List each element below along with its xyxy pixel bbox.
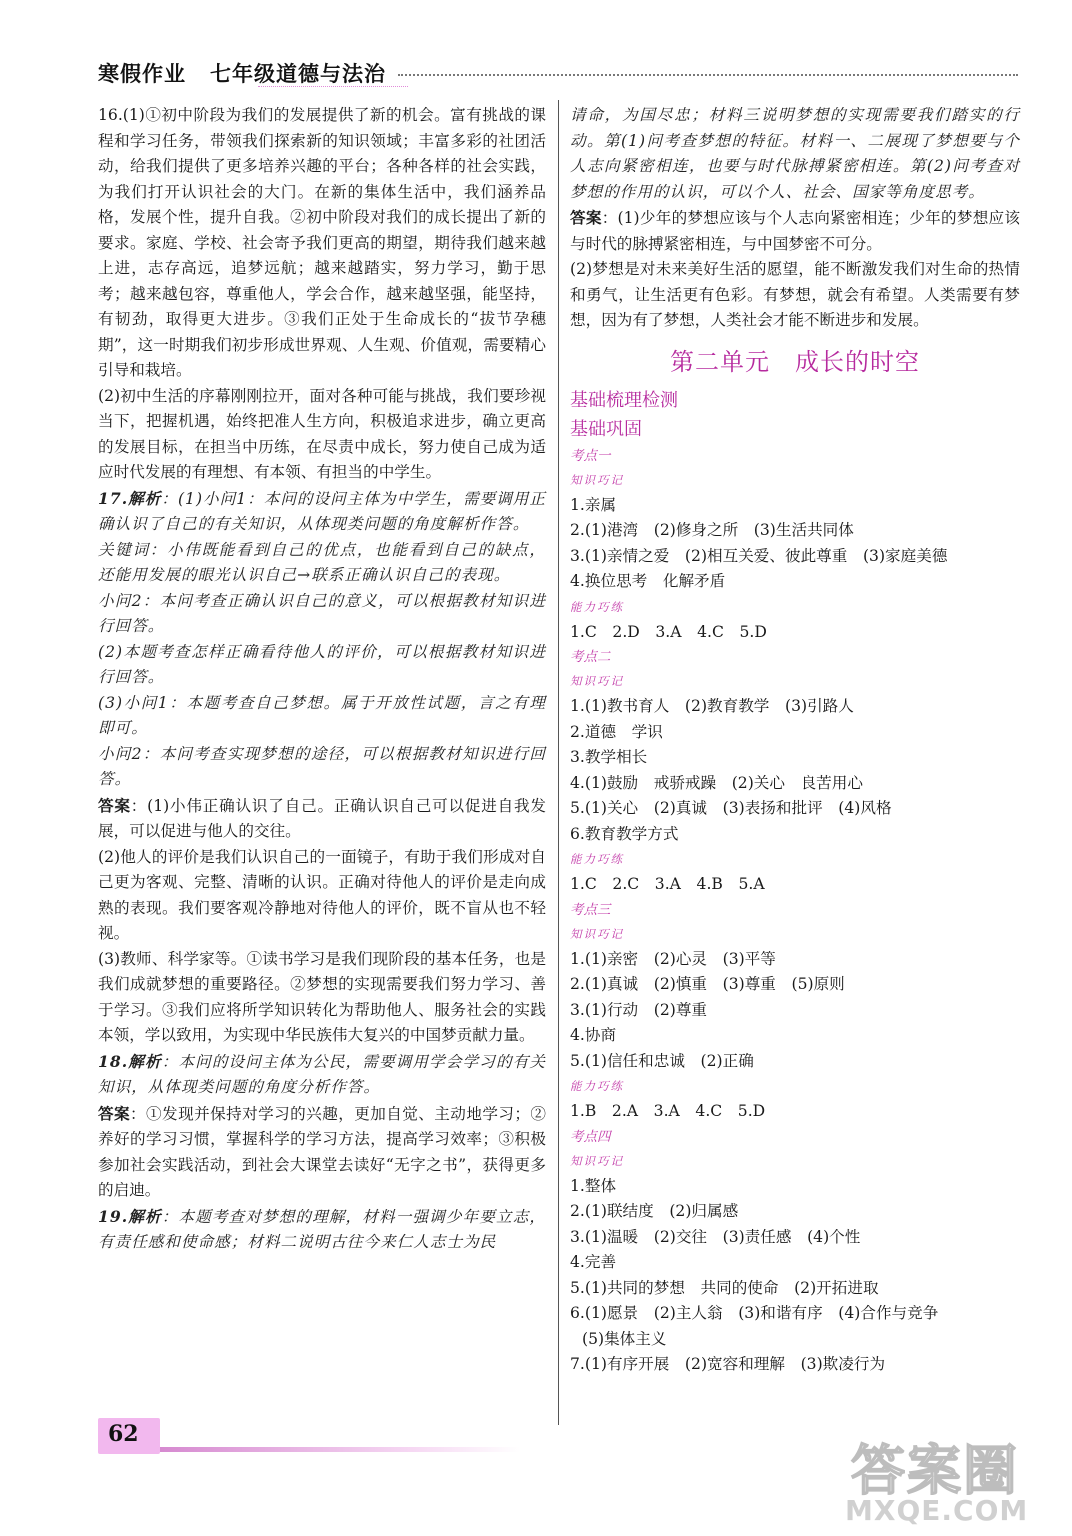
answer-paragraph xyxy=(98,640,546,691)
header-dotted-rule xyxy=(398,74,1018,76)
knowledge-tag: 知识巧记 xyxy=(570,674,624,688)
paragraph-text: 关键词：小伟既能看到自己的优点，也能看到自己的缺点，还能用发展的眼光认识自己→联系正确认识自己的表现。 xyxy=(98,540,546,584)
answer-paragraph xyxy=(98,103,546,384)
unit-title: 第二单元 成长的时空 xyxy=(670,347,920,376)
answer-paragraph xyxy=(98,589,546,640)
knowledge-line: 5.(1)信任和忠诚 (2)正确 xyxy=(570,1051,754,1070)
paragraph-lead: 19.解析 xyxy=(98,1206,162,1226)
answer-paragraph xyxy=(570,257,1020,334)
knowledge-line: 2.(1)港湾 (2)修身之所 (3)生活共同体 xyxy=(570,521,854,539)
answer-paragraph xyxy=(98,793,546,845)
answer-paragraph xyxy=(98,1049,546,1101)
paragraph-text: (3)教师、科学家等。①读书学习是我们现阶段的基本任务，也是我们成就梦想的重要路径。②梦想的实现需要我们努力学习、善于学习。③我们应将所学知识转化为帮助他人、服务社会的实践本领，学以致用，为实现中华民族伟大复兴的中国梦贡献力量。 xyxy=(98,949,546,1044)
paragraph-text: (2)本题考查怎样正确看待他人的评价，可以根据教材知识进行回答。 xyxy=(98,642,546,686)
answer-paragraph xyxy=(98,691,546,742)
paragraph-lead: 17.解析 xyxy=(98,488,162,508)
knowledge-line: 1.(1)教书育人 (2)教育教学 (3)引路人 xyxy=(570,697,854,715)
watermark-url: MXQE.COM xyxy=(845,1494,1029,1527)
header-title-right: 七年级道德与法治 xyxy=(210,62,386,86)
header-pink-rule xyxy=(258,86,408,87)
kaodian-title: 考点一 xyxy=(570,447,611,464)
paragraph-text: (2)初中生活的序幕刚刚拉开，面对各种可能与挑战，我们要珍视当下，把握机遇，始终把准人生方向，积极追求进步，确立更高的发展目标，在担当中历练，在尽责中成长，努力使自己成为适应时代发展的有理想、有本领、有担当的中学生。 xyxy=(98,386,546,481)
knowledge-line: 3.教学相长 xyxy=(570,748,648,766)
kaodian-block xyxy=(570,898,1020,1125)
header-title-left: 寒假作业 xyxy=(98,62,186,86)
practice-answers: 1.B 2.A 3.A 4.C 5.D xyxy=(570,1102,766,1120)
paragraph-lead: 答案 xyxy=(98,1103,131,1123)
kaodian-block xyxy=(570,645,1020,898)
practice-tag: 能力巧练 xyxy=(570,599,624,614)
knowledge-line: 1.(1)亲密 (2)心灵 (3)平等 xyxy=(570,949,776,968)
right-column-answers xyxy=(570,103,1020,334)
page-number: 62 xyxy=(108,1421,139,1447)
knowledge-line: 6.教育教学方式 xyxy=(570,824,679,843)
page-header xyxy=(98,58,1018,88)
answer-paragraph xyxy=(98,742,546,793)
practice-answers: 1.C 2.C 3.A 4.B 5.A xyxy=(570,875,765,893)
paragraph-text: 16.(1)①初中阶段为我们的发展提供了新的机会。富有挑战的课程和学习任务，带领我们探索新的知识领域；丰富多彩的社团活动，给我们提供了更多培养兴趣的平台；各种各样的社会实践，为我们打开认识社会的大门。在新的集体生活中，我们涵养品格，发展个性，提升自我。②初中阶段对我们的成长提出了新的要求。家庭、学校、社会寄予我们更高的期望，期待我们越来越上进，志存高远，追梦远航；越来越踏实，努力学习，勤于思考；越来越包容，尊重他人，学会合作，越来越坚强，能坚持，有韧劲，取得更大进步。③我们正处于生命成长的“拔节孕穗期”，这一时期我们初步形成世界观、人生观、价值观，需要精心引导和栽培。 xyxy=(98,106,546,379)
knowledge-line: (5)集体主义 xyxy=(582,1329,667,1348)
footer-gradient-bar xyxy=(160,1447,520,1452)
kaodian-title: 考点二 xyxy=(570,649,611,665)
knowledge-line: 3.(1)行动 (2)尊重 xyxy=(570,1000,708,1019)
knowledge-line: 4.换位思考 化解矛盾 xyxy=(570,572,726,590)
paragraph-text: ：(1)小伟正确认识了自己。正确认识自己可以促进自我发展，可以促进与他人的交往。 xyxy=(98,796,546,840)
kaodian-block xyxy=(570,1125,1020,1378)
knowledge-line: 5.(1)关心 (2)真诚 (3)表扬和批评 (4)风格 xyxy=(570,799,892,817)
section-title-basic-review: 基础梳理检测 xyxy=(570,389,678,411)
knowledge-line: 1.亲属 xyxy=(570,495,617,514)
page-number-badge xyxy=(98,1418,160,1454)
knowledge-line: 2.(1)联结度 (2)归属感 xyxy=(570,1202,739,1220)
knowledge-line: 7.(1)有序开展 (2)宽容和理解 (3)欺凌行为 xyxy=(570,1355,886,1373)
knowledge-tag: 知识巧记 xyxy=(570,1153,624,1168)
knowledge-line: 4.完善 xyxy=(570,1253,617,1271)
kaodian-block xyxy=(570,444,1020,646)
answer-paragraph xyxy=(98,384,546,486)
answer-paragraph xyxy=(98,486,546,538)
answer-paragraph xyxy=(98,538,546,589)
kaodian-title: 考点四 xyxy=(570,1128,611,1145)
knowledge-tag: 知识巧记 xyxy=(570,472,624,487)
answer-paragraph xyxy=(98,1101,546,1204)
header-title xyxy=(98,58,386,88)
section-title-consolidation: 基础巩固 xyxy=(570,418,642,440)
knowledge-line: 2.道德 学识 xyxy=(570,722,663,741)
right-column xyxy=(570,103,1020,1378)
practice-tag: 能力巧练 xyxy=(570,1079,624,1093)
paragraph-text: (2)梦想是对未来美好生活的愿望，能不断激发我们对生命的热情和勇气，让生活更有色彩。有梦想，就会有希望。人类需要有梦想，因为有了梦想，人类社会才能不断进步和发展。 xyxy=(570,260,1020,329)
knowledge-line: 4.(1)鼓励 戒骄戒躁 (2)关心 良苦用心 xyxy=(570,773,863,792)
paragraph-text: 小问2：本问考查实现梦想的途径，可以根据教材知识进行回答。 xyxy=(98,744,546,788)
paragraph-text: ：(1)少年的梦想应该与个人志向紧密相连；少年的梦想应该与时代的脉搏紧密相连，与中国梦密不可分。 xyxy=(570,209,1020,253)
answer-paragraph xyxy=(98,845,546,947)
knowledge-line: 6.(1)愿景 (2)主人翁 (3)和谐有序 (4)合作与竞争 xyxy=(570,1304,939,1322)
paragraph-text: ：本问的设问主体为公民，需要调用学会学习的有关知识，从体现类问题的角度分析作答。 xyxy=(98,1052,546,1096)
paragraph-text: ：①发现并保持对学习的兴趣，更加自觉、主动地学习；②养好的学习习惯，掌握科学的学习方法，提高学习效率；③积极参加社会实践活动，到社会大课堂去读好“无字之书”，获得更多的启迪。 xyxy=(98,1104,546,1199)
knowledge-line: 1.整体 xyxy=(570,1176,617,1195)
column-divider xyxy=(558,100,559,1425)
paragraph-lead: 答案 xyxy=(570,208,602,227)
knowledge-line: 3.(1)亲情之爱 (2)相互关爱、彼此尊重 (3)家庭美德 xyxy=(570,546,948,565)
paragraph-text: 小问2：本问考查正确认识自己的意义，可以根据教材知识进行回答。 xyxy=(98,591,546,635)
knowledge-line: 2.(1)真诚 (2)慎重 (3)尊重 (5)原则 xyxy=(570,975,845,993)
knowledge-tag: 知识巧记 xyxy=(570,926,624,941)
knowledge-line: 3.(1)温暖 (2)交往 (3)责任感 (4)个性 xyxy=(570,1227,861,1246)
paragraph-text: ：本题考查对梦想的理解，材料一强调少年要立志，有责任感和使命感；材料二说明古往今来仁人志士为民 xyxy=(98,1207,546,1251)
paragraph-text: (3)小问1：本题考查自己梦想。属于开放性试题，言之有理即可。 xyxy=(98,693,546,737)
watermark-text: 答案圈 xyxy=(851,1439,1019,1502)
watermark-logo xyxy=(845,1428,1035,1528)
practice-answers: 1.C 2.D 3.A 4.C 5.D xyxy=(570,622,767,641)
paragraph-text: 请命，为国尽忠；材料三说明梦想的实现需要我们踏实的行动。第(1)问考查梦想的特征。材料一、二展现了梦想要与个人志向紧密相连，也要与时代脉搏紧密相连。第(2)问考查对梦想的作用的认识，可以个人、社会、国家等角度思考。 xyxy=(570,106,1020,201)
kaodian-title: 考点三 xyxy=(570,901,611,918)
left-column xyxy=(98,103,546,1256)
answer-paragraph xyxy=(98,1204,546,1256)
answer-paragraph xyxy=(98,947,546,1049)
answer-paragraph xyxy=(570,205,1020,257)
paragraph-lead: 18.解析 xyxy=(98,1051,162,1071)
paragraph-text: ：(1)小问1：本问的设问主体为中学生，需要调用正确认识了自己的有关知识，从体现类问题的角度解析作答。 xyxy=(98,489,546,533)
practice-tag: 能力巧练 xyxy=(570,852,624,866)
kaodian-list xyxy=(570,444,1020,1378)
knowledge-line: 4.协商 xyxy=(570,1026,617,1044)
paragraph-lead: 答案 xyxy=(98,795,131,815)
paragraph-text: (2)他人的评价是我们认识自己的一面镜子，有助于我们形成对自己更为客观、完整、清晰的认识。正确对待他人的评价是走向成熟的表现。我们要客观冷静地对待他人的评价，既不盲从也不轻视。 xyxy=(98,847,546,942)
knowledge-line: 5.(1)共同的梦想 共同的使命 (2)开拓进取 xyxy=(570,1278,879,1297)
answer-paragraph xyxy=(570,103,1020,205)
